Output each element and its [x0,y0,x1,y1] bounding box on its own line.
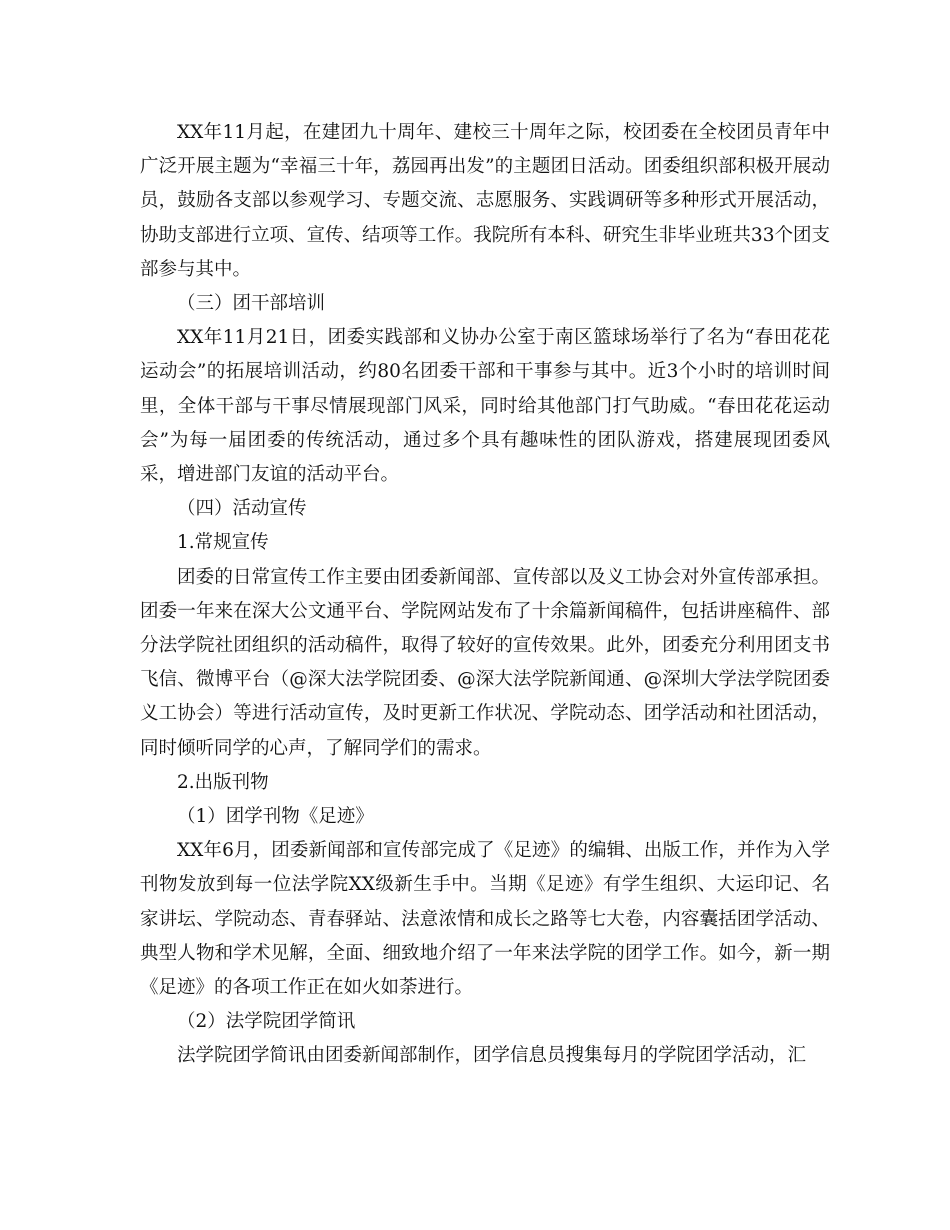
heading-publications: 2.出版刊物 [177,771,269,793]
paragraph-publicity-work: 团委的日常宣传工作主要由团委新闻部、宣传部以及义工协会对外宣传部承担。团委一年来在深大公文通平台、学院网站发布了十余篇新闻稿件，包括讲座稿件、部分法学院社团组织的活动稿件，取得了较好的宣传效果。此外，团委充分利用团支书飞信、微博平台（@深大法学院团委、@深大法学院新闻通、@深圳大学法学院团委义工协会）等进行活动宣传，及时更新工作状况、学院动态、团学活动和社团活动，同时倾听同学的心声，了解同学们的需求。 [140,566,830,759]
paragraph-newsletter: 法学院团学简讯由团委新闻部制作，团学信息员搜集每月的学院团学活动，汇 [177,1045,807,1067]
paragraph-footprint-journal: XX年6月，团委新闻部和宣传部完成了《足迹》的编辑、出版工作，并作为入学刊物发放到每一位法学院XX级新生手中。当期《足迹》有学生组织、大运印记、名家讲坛、学院动态、青春驿站、法意浓情和成长之路等七大卷，内容囊括团学活动、典型人物和学术见解，全面、细致地介绍了一年来法学院的团学工作。如今，新一期《足迹》的各项工作正在如火如荼进行。 [140,840,830,999]
heading-activity-publicity: （四）活动宣传 [177,498,307,520]
paragraph-training-event: XX年11月21日，团委实践部和义协办公室于南区篮球场举行了名为“春田花花运动会”的拓展培训活动，约80名团委干部和干事参与其中。近3个小时的培训时间里，全体干部与干事尽情展现部门风采，同时给其他部门打气助威。“春田花花运动会”为每一届团委的传统活动，通过多个具有趣味性的团队游戏，搭建展现团委风采，增进部门友谊的活动平台。 [140,327,830,486]
heading-regular-publicity: 1.常规宣传 [177,532,269,554]
heading-cadre-training: （三）团干部培训 [177,293,326,315]
heading-footprint-journal: （1）团学刊物《足迹》 [177,806,374,828]
paragraph-theme-activity: XX年11月起，在建团九十周年、建校三十周年之际，校团委在全校团员青年中广泛开展主题为“幸福三十年，荔园再出发”的主题团日活动。团委组织部积极开展动员，鼓励各支部以参观学习、专题交流、志愿服务、实践调研等多种形式开展活动，协助支部进行立项、宣传、结项等工作。我院所有本科、研究生非毕业班共33个团支部参与其中。 [140,122,830,280]
heading-newsletter: （2）法学院团学简讯 [177,1011,356,1033]
document-body [140,116,830,1074]
